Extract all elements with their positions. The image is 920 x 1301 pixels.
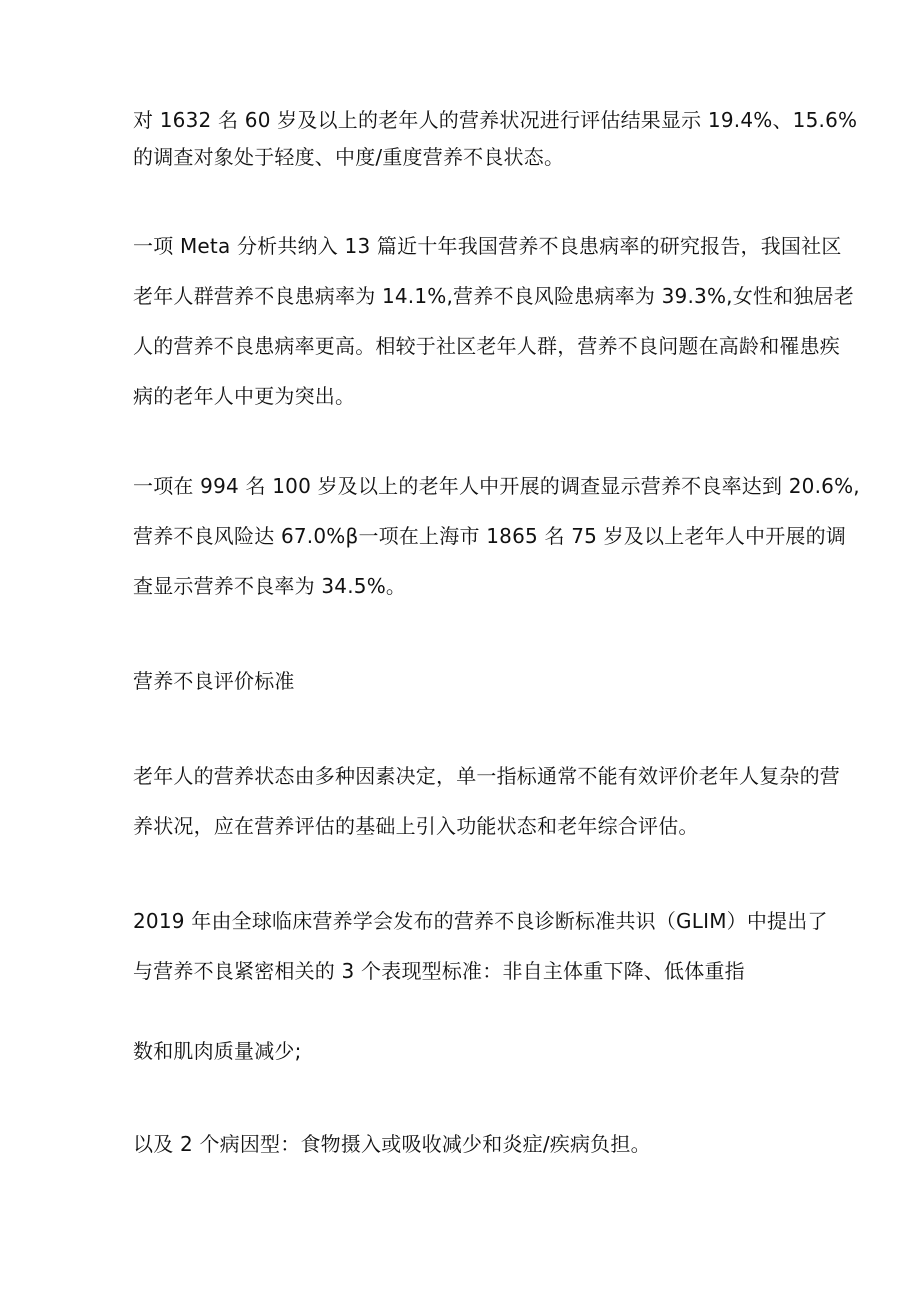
paragraph-2-line-1: 一项 Meta 分析共纳入 13 篇近十年我国营养不良患病率的研究报告，我国社区 — [133, 234, 842, 258]
paragraph-2-line-2: 老年人群营养不良患病率为 14.1%,营养不良风险患病率为 39.3%,女性和独居老 — [133, 284, 854, 308]
paragraph-4-line-2: 养状况，应在营养评估的基础上引入功能状态和老年综合评估。 — [133, 814, 699, 838]
paragraph-7: 以及 2 个病因型：食物摄入或吸收减少和炎症/疾病负担。 — [133, 1132, 651, 1156]
paragraph-3-line-3: 查显示营养不良率为 34.5%。 — [133, 574, 407, 598]
paragraph-5-line-2: 与营养不良紧密相关的 3 个表现型标准：非自主体重下降、低体重指 — [133, 959, 745, 983]
paragraph-3-line-2: 营养不良风险达 67.0%β一项在上海市 1865 名 75 岁及以上老年人中开展的调 — [133, 524, 847, 548]
paragraph-4-line-1: 老年人的营养状态由多种因素决定，单一指标通常不能有效评价老年人复杂的营 — [133, 764, 840, 788]
paragraph-5-line-1: 2019 年由全球临床营养学会发布的营养不良诊断标准共识（GLIM）中提出了 — [133, 909, 828, 933]
section-heading: 营养不良评价标准 — [133, 669, 295, 693]
paragraph-1-line-1: 对 1632 名 60 岁及以上的老年人的营养状况进行评估结果显示 19.4%、15.6% — [133, 108, 858, 132]
paragraph-3-line-1: 一项在 994 名 100 岁及以上的老年人中开展的调查显示营养不良率达到 20.6%, — [133, 474, 860, 498]
paragraph-2-line-4: 病的老年人中更为突出。 — [133, 384, 356, 408]
paragraph-2-line-3: 人的营养不良患病率更高。相较于社区老年人群，营养不良问题在高龄和罹患疾 — [133, 334, 840, 358]
paragraph-6: 数和肌肉质量减少; — [133, 1039, 302, 1063]
paragraph-1-line-2: 的调查对象处于轻度、中度/重度营养不良状态。 — [133, 145, 565, 169]
